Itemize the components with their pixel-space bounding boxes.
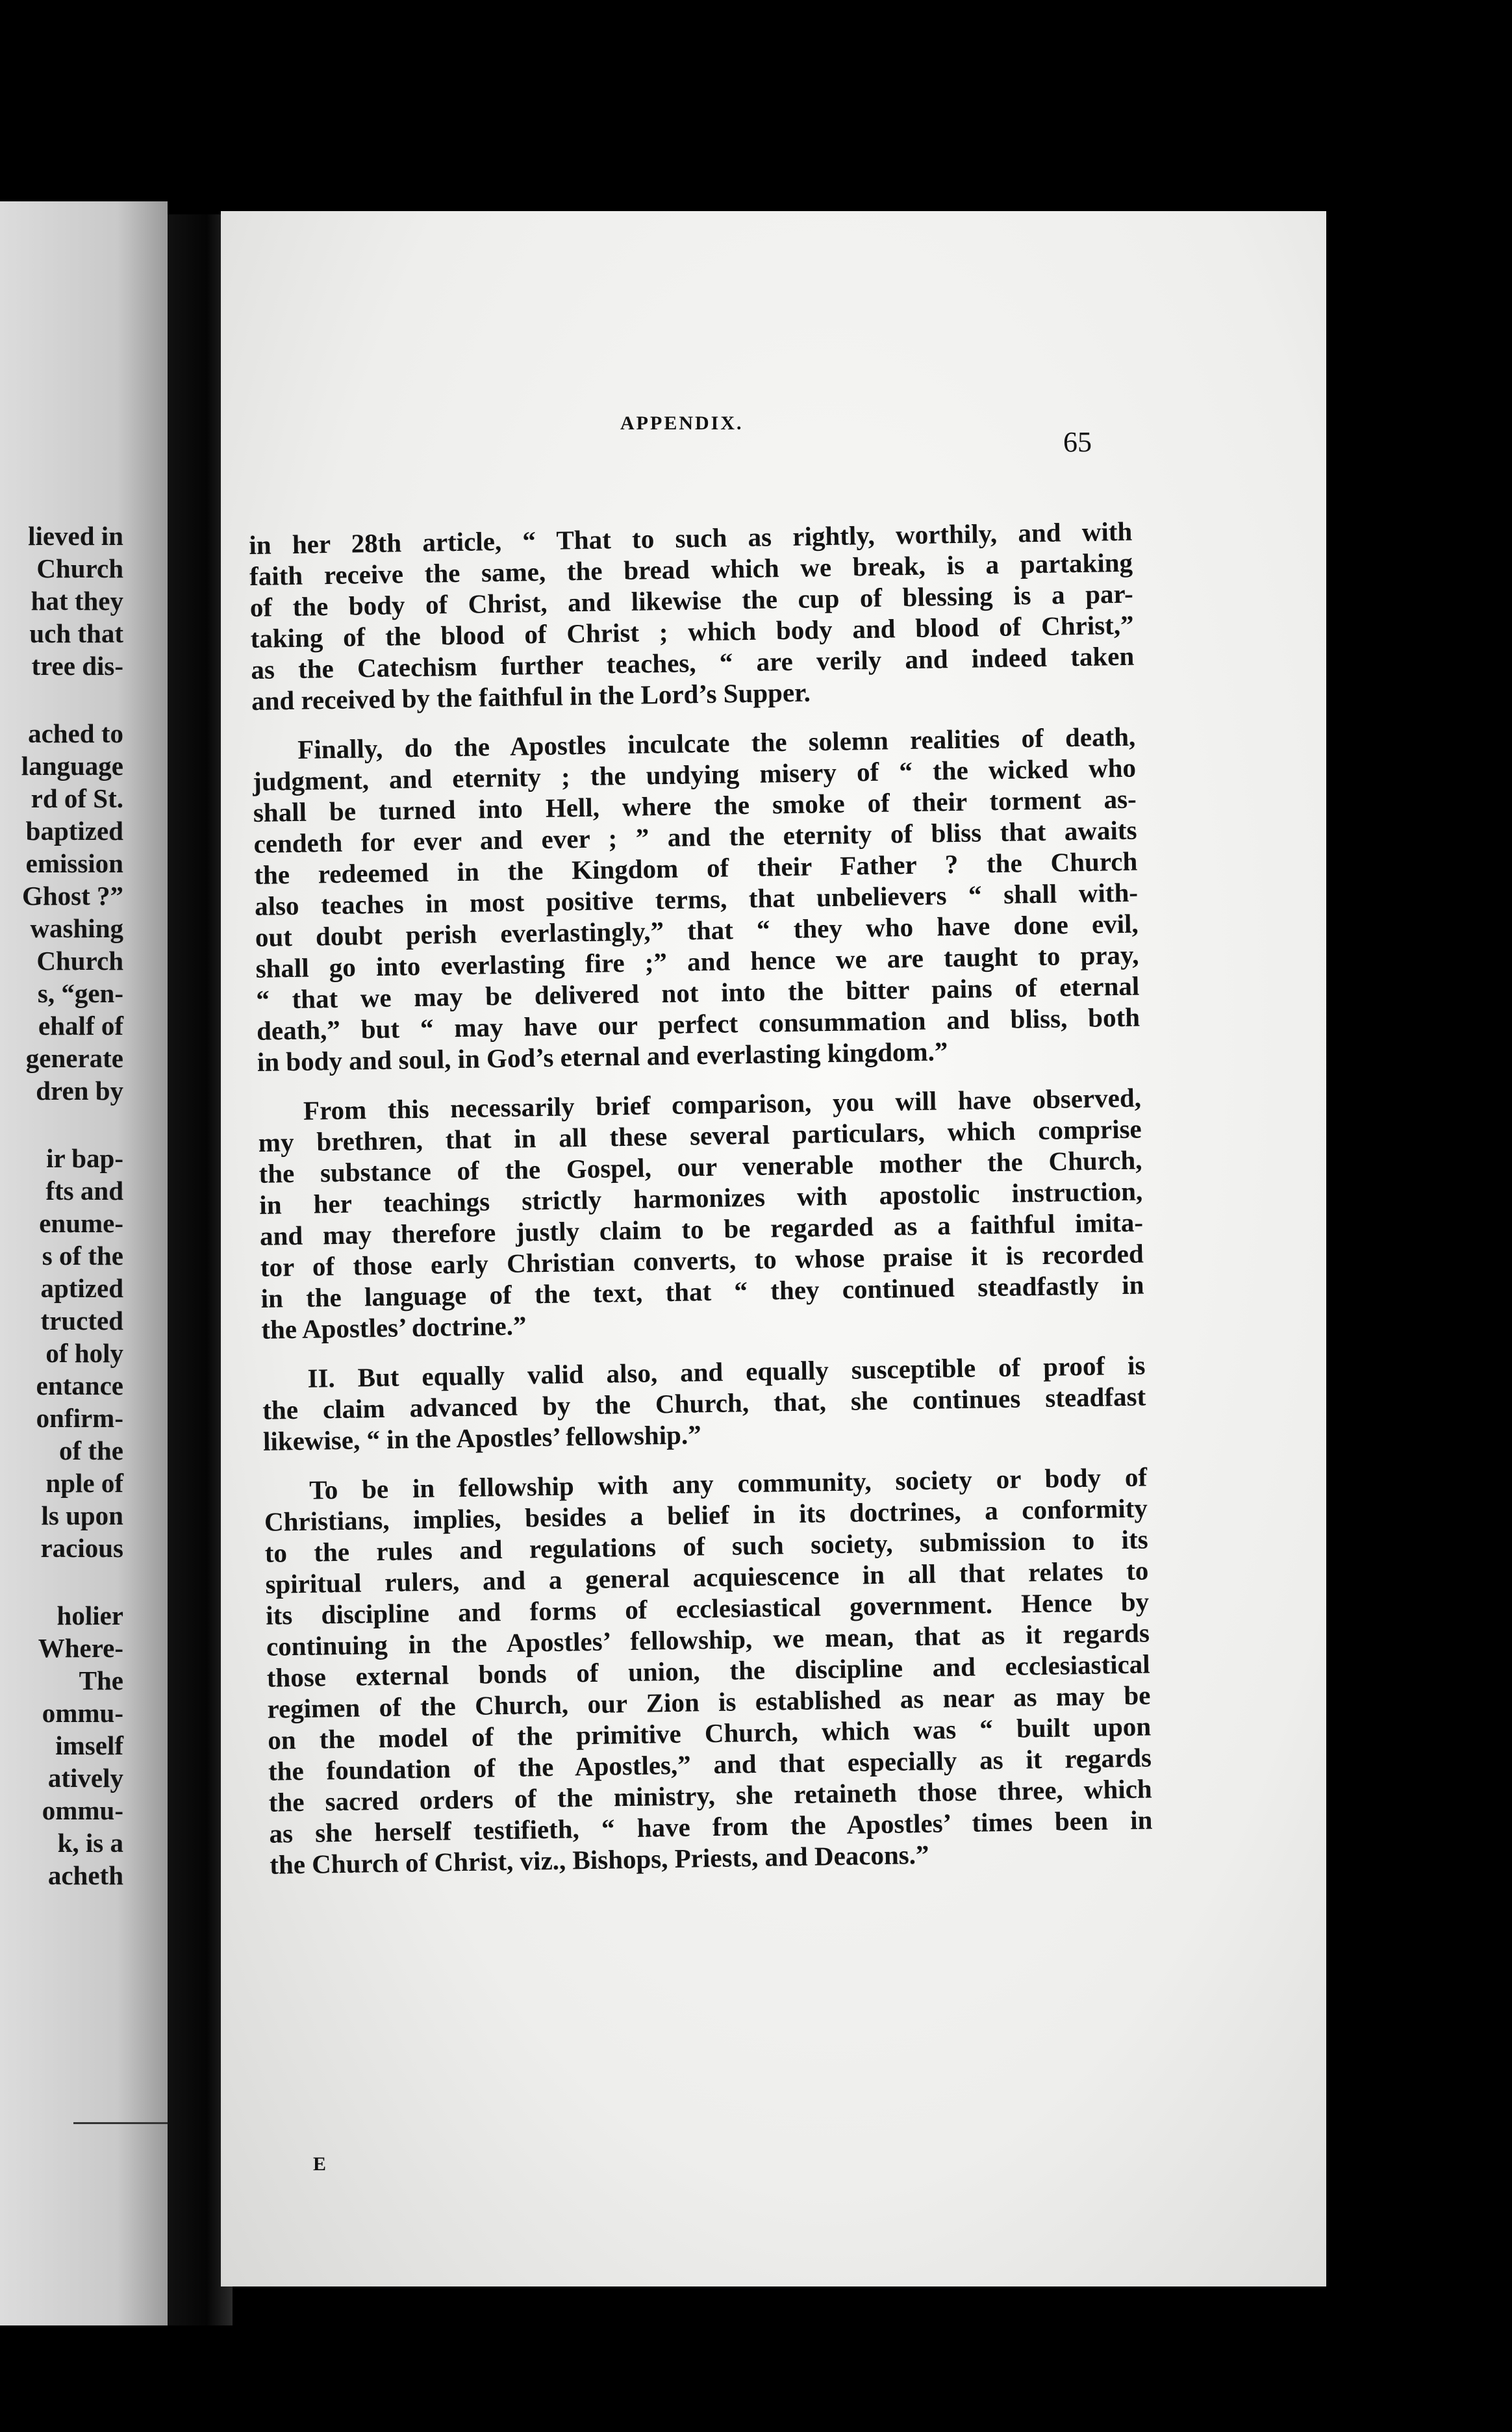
- left-page-line: hat they: [31, 586, 123, 616]
- text-line: From this necessarily brief comparison, you will have observed,: [303, 1082, 1142, 1126]
- left-page-line: rd of St.: [31, 783, 123, 813]
- left-page-line: imself: [55, 1730, 123, 1760]
- left-page-line: generate: [25, 1043, 123, 1073]
- text-line: the redeemed in the Kingdom of their Father ? the Church: [253, 846, 1138, 890]
- left-page-line: Church: [36, 553, 123, 583]
- text-line: the claim advanced by the Church, that, she continues steadfast: [262, 1381, 1146, 1425]
- text-line: shall be turned into Hell, where the smoke of their torment as-: [253, 783, 1137, 828]
- left-page-line: Ghost ?”: [21, 881, 123, 911]
- text-line: and may therefore justly claim to be regarded as a faithful imita-: [259, 1207, 1144, 1251]
- text-line: judgment, and eternity ; the undying misery of “ the wicked who: [252, 752, 1137, 796]
- left-page-line: tructed: [40, 1306, 123, 1336]
- main-page: [221, 211, 1326, 2286]
- text-line: in her 28th article, “ That to such as rightly, worthily, and with: [249, 516, 1133, 560]
- left-page-line: The: [79, 1666, 123, 1695]
- left-page-line: fts and: [45, 1176, 123, 1206]
- left-page-rule: [73, 2122, 168, 2124]
- left-page-line: holier: [57, 1601, 123, 1630]
- text-line: the Church of Christ, viz., Bishops, Priests, and Deacons.”: [269, 1839, 929, 1880]
- text-line: as she herself testifieth, “ have from the Apostles’ times been in: [269, 1805, 1153, 1849]
- text-line: spiritual rulers, and a general acquiescence in all that relates to: [265, 1555, 1149, 1599]
- text-line: the substance of the Gospel, our venerable mother the Church,: [258, 1145, 1142, 1189]
- text-line: shall go into everlasting fire ;” and hence we are taught to pray,: [255, 939, 1139, 983]
- left-page-line: emission: [25, 848, 123, 878]
- left-page-line: s of the: [42, 1241, 123, 1271]
- text-line: the Apostles’ doctrine.”: [260, 1310, 527, 1345]
- text-line: also teaches in most positive terms, that unbelievers “ shall with-: [254, 877, 1139, 921]
- text-line: of the body of Christ, and likewise the cup of blessing is a par-: [249, 578, 1134, 622]
- left-page-line: s, “gen-: [37, 978, 123, 1008]
- paragraph: [249, 516, 1135, 716]
- left-page-line: entance: [36, 1371, 123, 1400]
- text-line: the sacred orders of the ministry, she retaineth those three, which: [268, 1773, 1152, 1818]
- left-page-line: racious: [40, 1533, 123, 1563]
- text-line: To be in fellowship with any community, society or body of: [309, 1462, 1148, 1505]
- text-line: out doubt perish everlastingly,” that “ they who have done evil,: [255, 908, 1139, 952]
- text-line: likewise, “ in the Apostles’ fellowship.”: [262, 1419, 701, 1456]
- left-page-line: ommu-: [42, 1698, 123, 1728]
- paragraph: [262, 1349, 1146, 1456]
- left-page-text: [0, 520, 123, 1892]
- text-line: tor of those early Christian converts, to whose praise it is recorded: [260, 1238, 1144, 1282]
- left-page-line: Where-: [38, 1633, 123, 1663]
- text-line: faith receive the same, the bread which we break, is a partaking: [249, 547, 1133, 591]
- text-line: “ that we may be delivered not into the bitter pains of eternal: [256, 970, 1140, 1015]
- left-page-fragment: [0, 201, 168, 2325]
- paragraph: [252, 721, 1140, 1078]
- text-line: the foundation of the Apostles,” and that especially as it regards: [268, 1742, 1152, 1786]
- text-line: its discipline and forms of ecclesiastical government. Hence by: [265, 1586, 1150, 1630]
- text-line: in body and soul, in God’s eternal and everlasting kingdom.”: [257, 1036, 948, 1077]
- text-line: my brethren, that in all these several particulars, which comprise: [258, 1113, 1142, 1158]
- left-page-gap: [0, 682, 123, 717]
- left-page-line: ommu-: [42, 1795, 123, 1825]
- text-line: II. But equally valid also, and equally susceptible of proof is: [307, 1350, 1146, 1393]
- page-number: 65: [1063, 426, 1092, 458]
- left-page-line: Church: [36, 946, 123, 976]
- paragraph: [258, 1082, 1145, 1345]
- left-page-line: nple of: [45, 1468, 123, 1498]
- running-head: APPENDIX.: [620, 412, 744, 434]
- left-page-gap: [0, 1564, 123, 1599]
- text-line: to the rules and regulations of such society, submission to its: [264, 1524, 1148, 1568]
- left-page-line: of holy: [45, 1338, 123, 1368]
- text-line: those external bonds of union, the discipline and ecclesiastical: [266, 1649, 1150, 1693]
- left-page-line: language: [21, 751, 123, 781]
- left-page-gap: [0, 1107, 123, 1142]
- left-page-line: enume-: [39, 1208, 123, 1238]
- text-line: taking of the blood of Christ ; which body and blood of Christ,”: [250, 609, 1134, 653]
- left-page-line: k, is a: [57, 1828, 123, 1858]
- left-page-line: baptized: [25, 816, 123, 846]
- left-page-line: of the: [58, 1436, 123, 1465]
- left-page-line: ir bap-: [46, 1143, 123, 1173]
- text-line: and received by the faithful in the Lord’s Supper.: [251, 677, 811, 716]
- left-page-line: dren by: [36, 1076, 123, 1106]
- body-text: [249, 516, 1153, 1899]
- text-line: on the model of the primitive Church, which was “ built upon: [267, 1711, 1152, 1755]
- text-line: in her teachings strictly harmonizes with apostolic instruction,: [258, 1176, 1143, 1220]
- left-page-line: ls upon: [41, 1501, 123, 1530]
- text-line: cendeth for ever and ever ; ” and the eternity of bliss that awaits: [253, 815, 1137, 859]
- text-line: death,” but “ may have our perfect consummation and bliss, both: [256, 1002, 1140, 1046]
- left-page-line: atively: [47, 1763, 123, 1793]
- text-line: continuing in the Apostles’ fellowship, we mean, that as it regards: [266, 1617, 1150, 1662]
- left-page-line: acheth: [47, 1860, 123, 1890]
- left-page-line: ehalf of: [38, 1011, 123, 1041]
- left-page-line: uch that: [29, 618, 123, 648]
- left-page-line: tree dis-: [31, 651, 123, 681]
- paragraph: [264, 1461, 1153, 1880]
- text-line: regimen of the Church, our Zion is established as near as may be: [267, 1680, 1151, 1724]
- text-line: Christians, implies, besides a belief in its doctrines, a conformity: [264, 1493, 1148, 1537]
- left-page-line: ached to: [28, 718, 123, 748]
- text-line: as the Catechism further teaches, “ are verily and indeed taken: [251, 640, 1135, 685]
- text-line: in the language of the text, that “ they continued steadfastly in: [260, 1269, 1144, 1313]
- text-line: Finally, do the Apostles inculcate the solemn realities of death,: [297, 721, 1136, 765]
- left-page-line: washing: [30, 913, 123, 943]
- left-page-line: lieved in: [28, 521, 123, 551]
- signature-mark: E: [313, 2153, 327, 2175]
- left-page-line: onfirm-: [36, 1403, 123, 1433]
- left-page-line: aptized: [40, 1273, 123, 1303]
